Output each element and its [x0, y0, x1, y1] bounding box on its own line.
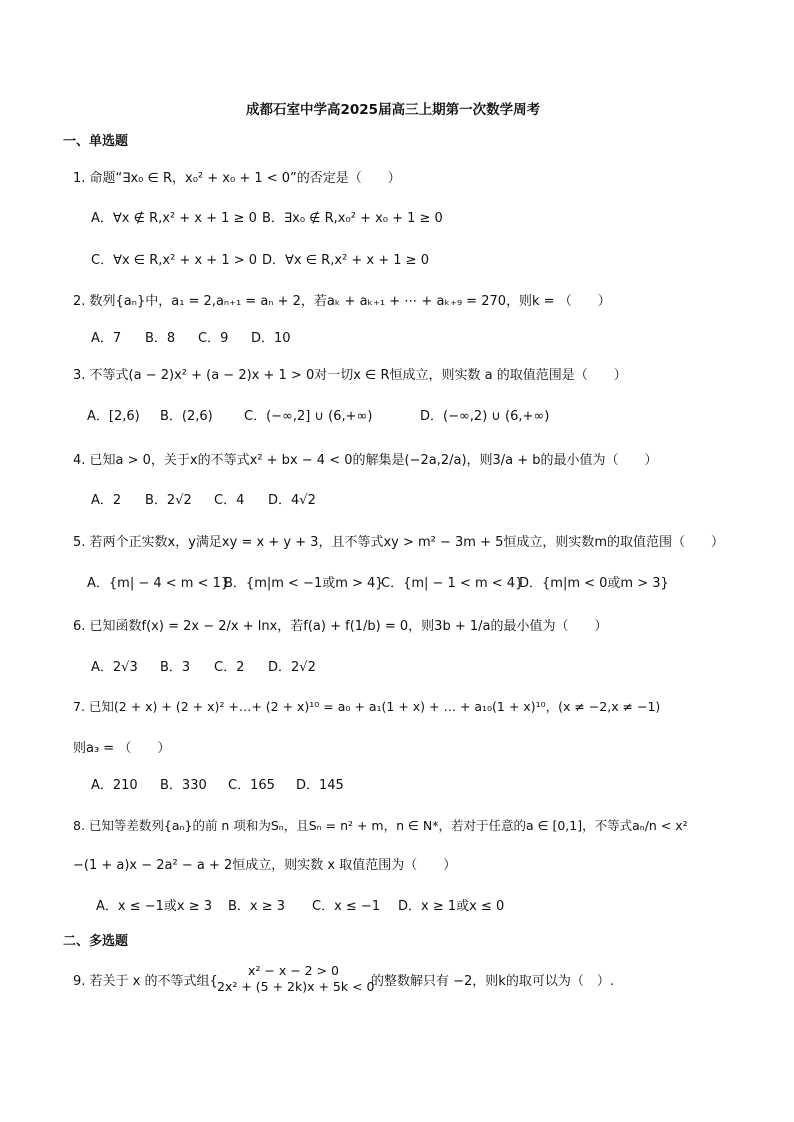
question-5-stem: 5. 若两个正实数x，y满足xy = x + y + 3，且不等式xy > m² − 3m + 5恒成立，则实数m的取值范围（ ） [73, 535, 725, 550]
question-9-stem-suffix: 的整数解只有 −2，则k的取可以为（ ）. [371, 974, 614, 989]
question-5-option-d: D．{m|m < 0或m > 3} [519, 576, 669, 591]
question-1-option-d: D．∀x ∈ R,x² + x + 1 ≥ 0 [262, 253, 429, 268]
question-7-stem-continuation: 则a₃ = （ ） [73, 741, 171, 756]
question-4-option-c: C．4 [214, 493, 245, 508]
question-6-stem: 6. 已知函数f(x) = 2x − 2/x + lnx，若f(a) + f(1/b) = 0，则3b + 1/a的最小值为（ ） [73, 619, 608, 634]
question-7-option-d: D．145 [296, 778, 344, 793]
question-3-option-b: B．(2,6) [160, 409, 213, 424]
question-6-option-b: B．3 [160, 660, 191, 675]
question-3-option-d: D．(−∞,2) ∪ (6,+∞) [420, 409, 550, 424]
section-heading-multiple-choice: 二、多选题 [63, 934, 129, 949]
question-2-option-a: A．7 [91, 331, 122, 346]
question-2-option-b: B．8 [145, 331, 176, 346]
question-2-option-d: D．10 [251, 331, 291, 346]
question-3-option-c: C．(−∞,2] ∪ (6,+∞) [244, 409, 373, 424]
section-heading-single-choice: 一、单选题 [63, 134, 129, 149]
question-4-stem: 4. 已知a > 0，关于x的不等式x² + bx − 4 < 0的解集是(−2a,2/a)，则3/a + b的最小值为（ ） [73, 453, 658, 468]
question-5-option-a: A．{m| − 4 < m < 1} [87, 576, 230, 591]
question-8-option-a: A．x ≤ −1或x ≥ 3 [96, 899, 213, 914]
question-2-option-c: C．9 [198, 331, 229, 346]
question-7-option-a: A．210 [91, 778, 138, 793]
question-1-option-a: A．∀x ∉ R,x² + x + 1 ≥ 0 [91, 211, 257, 226]
question-4-option-a: A．2 [91, 493, 122, 508]
question-8-stem-continuation: −(1 + a)x − 2a² − a + 2恒成立，则实数 x 取值范围为（ ） [73, 858, 457, 873]
question-6-option-d: D．2√2 [268, 660, 316, 675]
question-9-system-line-2: 2x² + (5 + 2k)x + 5k < 0 [217, 979, 375, 994]
question-5-option-c: C．{m| − 1 < m < 4} [381, 576, 524, 591]
question-3-option-a: A．[2,6) [87, 409, 140, 424]
question-8-option-c: C．x ≤ −1 [312, 899, 381, 914]
question-7-stem: 7. 已知(2 + x) + (2 + x)² +…+ (2 + x)¹⁰ = a₀ + a₁(1 + x) + … + a₁₀(1 + x)¹⁰，(x ≠ −2,x ≠ −1) [73, 699, 661, 714]
question-8-option-b: B．x ≥ 3 [228, 899, 286, 914]
question-4-option-b: B．2√2 [145, 493, 192, 508]
question-6-option-c: C．2 [214, 660, 245, 675]
question-8-option-d: D．x ≥ 1或x ≤ 0 [398, 899, 505, 914]
question-1-option-b: B．∃x₀ ∉ R,x₀² + x₀ + 1 ≥ 0 [262, 211, 443, 226]
question-8-stem: 8. 已知等差数列{aₙ}的前 n 项和为Sₙ，且Sₙ = n² + m，n ∈ N*，若对于任意的a ∈ [0,1]，不等式aₙ/n < x² [73, 818, 688, 833]
question-7-option-c: C．165 [228, 778, 275, 793]
question-6-option-a: A．2√3 [91, 660, 138, 675]
question-9-system-line-1: x² − x − 2 > 0 [248, 963, 339, 978]
question-1-stem: 1. 命题“∃x₀ ∈ R，x₀² + x₀ + 1 < 0”的否定是（ ） [73, 171, 401, 186]
question-4-option-d: D．4√2 [268, 493, 316, 508]
question-9-stem-prefix: 9. 若关于 x 的不等式组{ [73, 974, 218, 989]
question-3-stem: 3. 不等式(a − 2)x² + (a − 2)x + 1 > 0对一切x ∈ R恒成立，则实数 a 的取值范围是（ ） [73, 368, 627, 383]
question-2-stem: 2. 数列{aₙ}中，a₁ = 2,aₙ₊₁ = aₙ + 2，若aₖ + aₖ₊₁ + ⋯ + aₖ₊₉ = 270，则k = （ ） [73, 294, 611, 309]
page-title: 成都石室中学高2025届高三上期第一次数学周考 [246, 102, 541, 118]
question-1-option-c: C．∀x ∈ R,x² + x + 1 > 0 [91, 253, 258, 268]
question-5-option-b: B．{m|m < −1或m > 4} [224, 576, 384, 591]
question-7-option-b: B．330 [160, 778, 207, 793]
